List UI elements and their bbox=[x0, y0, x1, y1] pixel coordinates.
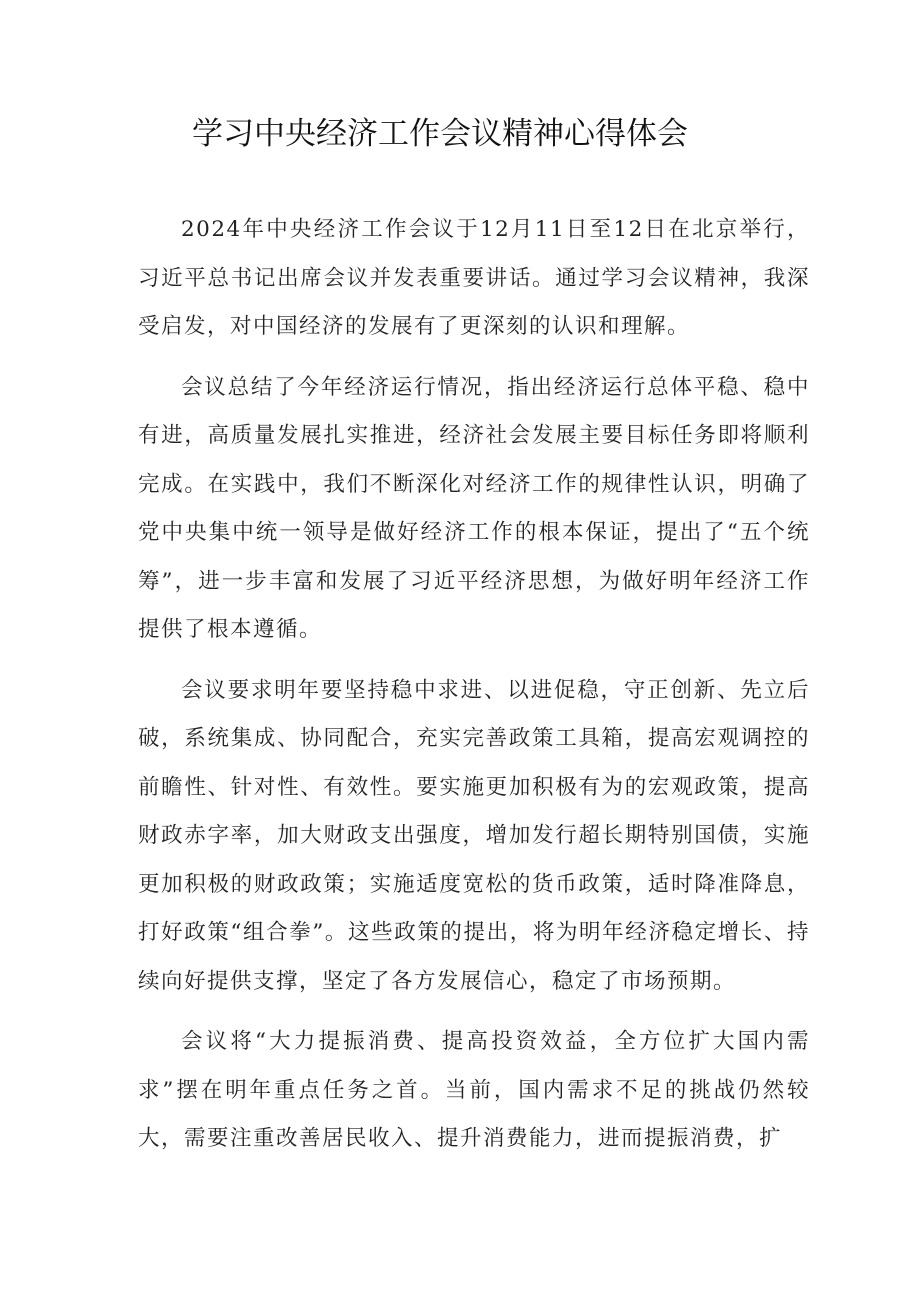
document-body bbox=[138, 206, 810, 1176]
paragraph-1: 2024年中央经济工作会议于12月11日至12日在北京举行，习近平总书记出席会议并发表重要讲话。通过学习会议精神，我深受启发，对中国经济的发展有了更深刻的认识和理解。 bbox=[138, 217, 810, 339]
paragraph-4: 会议将“大力提振消费、提高投资效益，全方位扩大国内需求”摆在明年重点任务之首。当前，国内需求不足的挑战仍然较大，需要注重改善居民收入、提升消费能力，进而提振消费，扩 bbox=[138, 1029, 810, 1151]
paragraph-2: 会议总结了今年经济运行情况，指出经济运行总体平稳、稳中有进，高质量发展扎实推进，经济社会发展主要目标任务即将顺利完成。在实践中，我们不断深化对经济工作的规律性认识，明确了党中央集中统一领导是做好经济工作的根本保证，提出了“五个统筹”，进一步丰富和发展了习近平经济思想，为做好明年经济工作提供了根本遵循。 bbox=[138, 374, 810, 642]
paragraph-3: 会议要求明年要坚持稳中求进、以进促稳，守正创新、先立后破，系统集成、协同配合，充实完善政策工具箱，提高宏观调控的前瞻性、针对性、有效性。要实施更加积极有为的宏观政策，提高财政赤字率，加大财政支出强度，增加发行超长期特别国债，实施更加积极的财政政策；实施适度宽松的货币政策，适时降准降息，打好政策“组合拳”。这些政策的提出，将为明年经济稳定增长、持续向好提供支撑，坚定了各方发展信心，稳定了市场预期。 bbox=[138, 677, 810, 994]
document-title: 学习中央经济工作会议精神心得体会 bbox=[192, 116, 688, 152]
